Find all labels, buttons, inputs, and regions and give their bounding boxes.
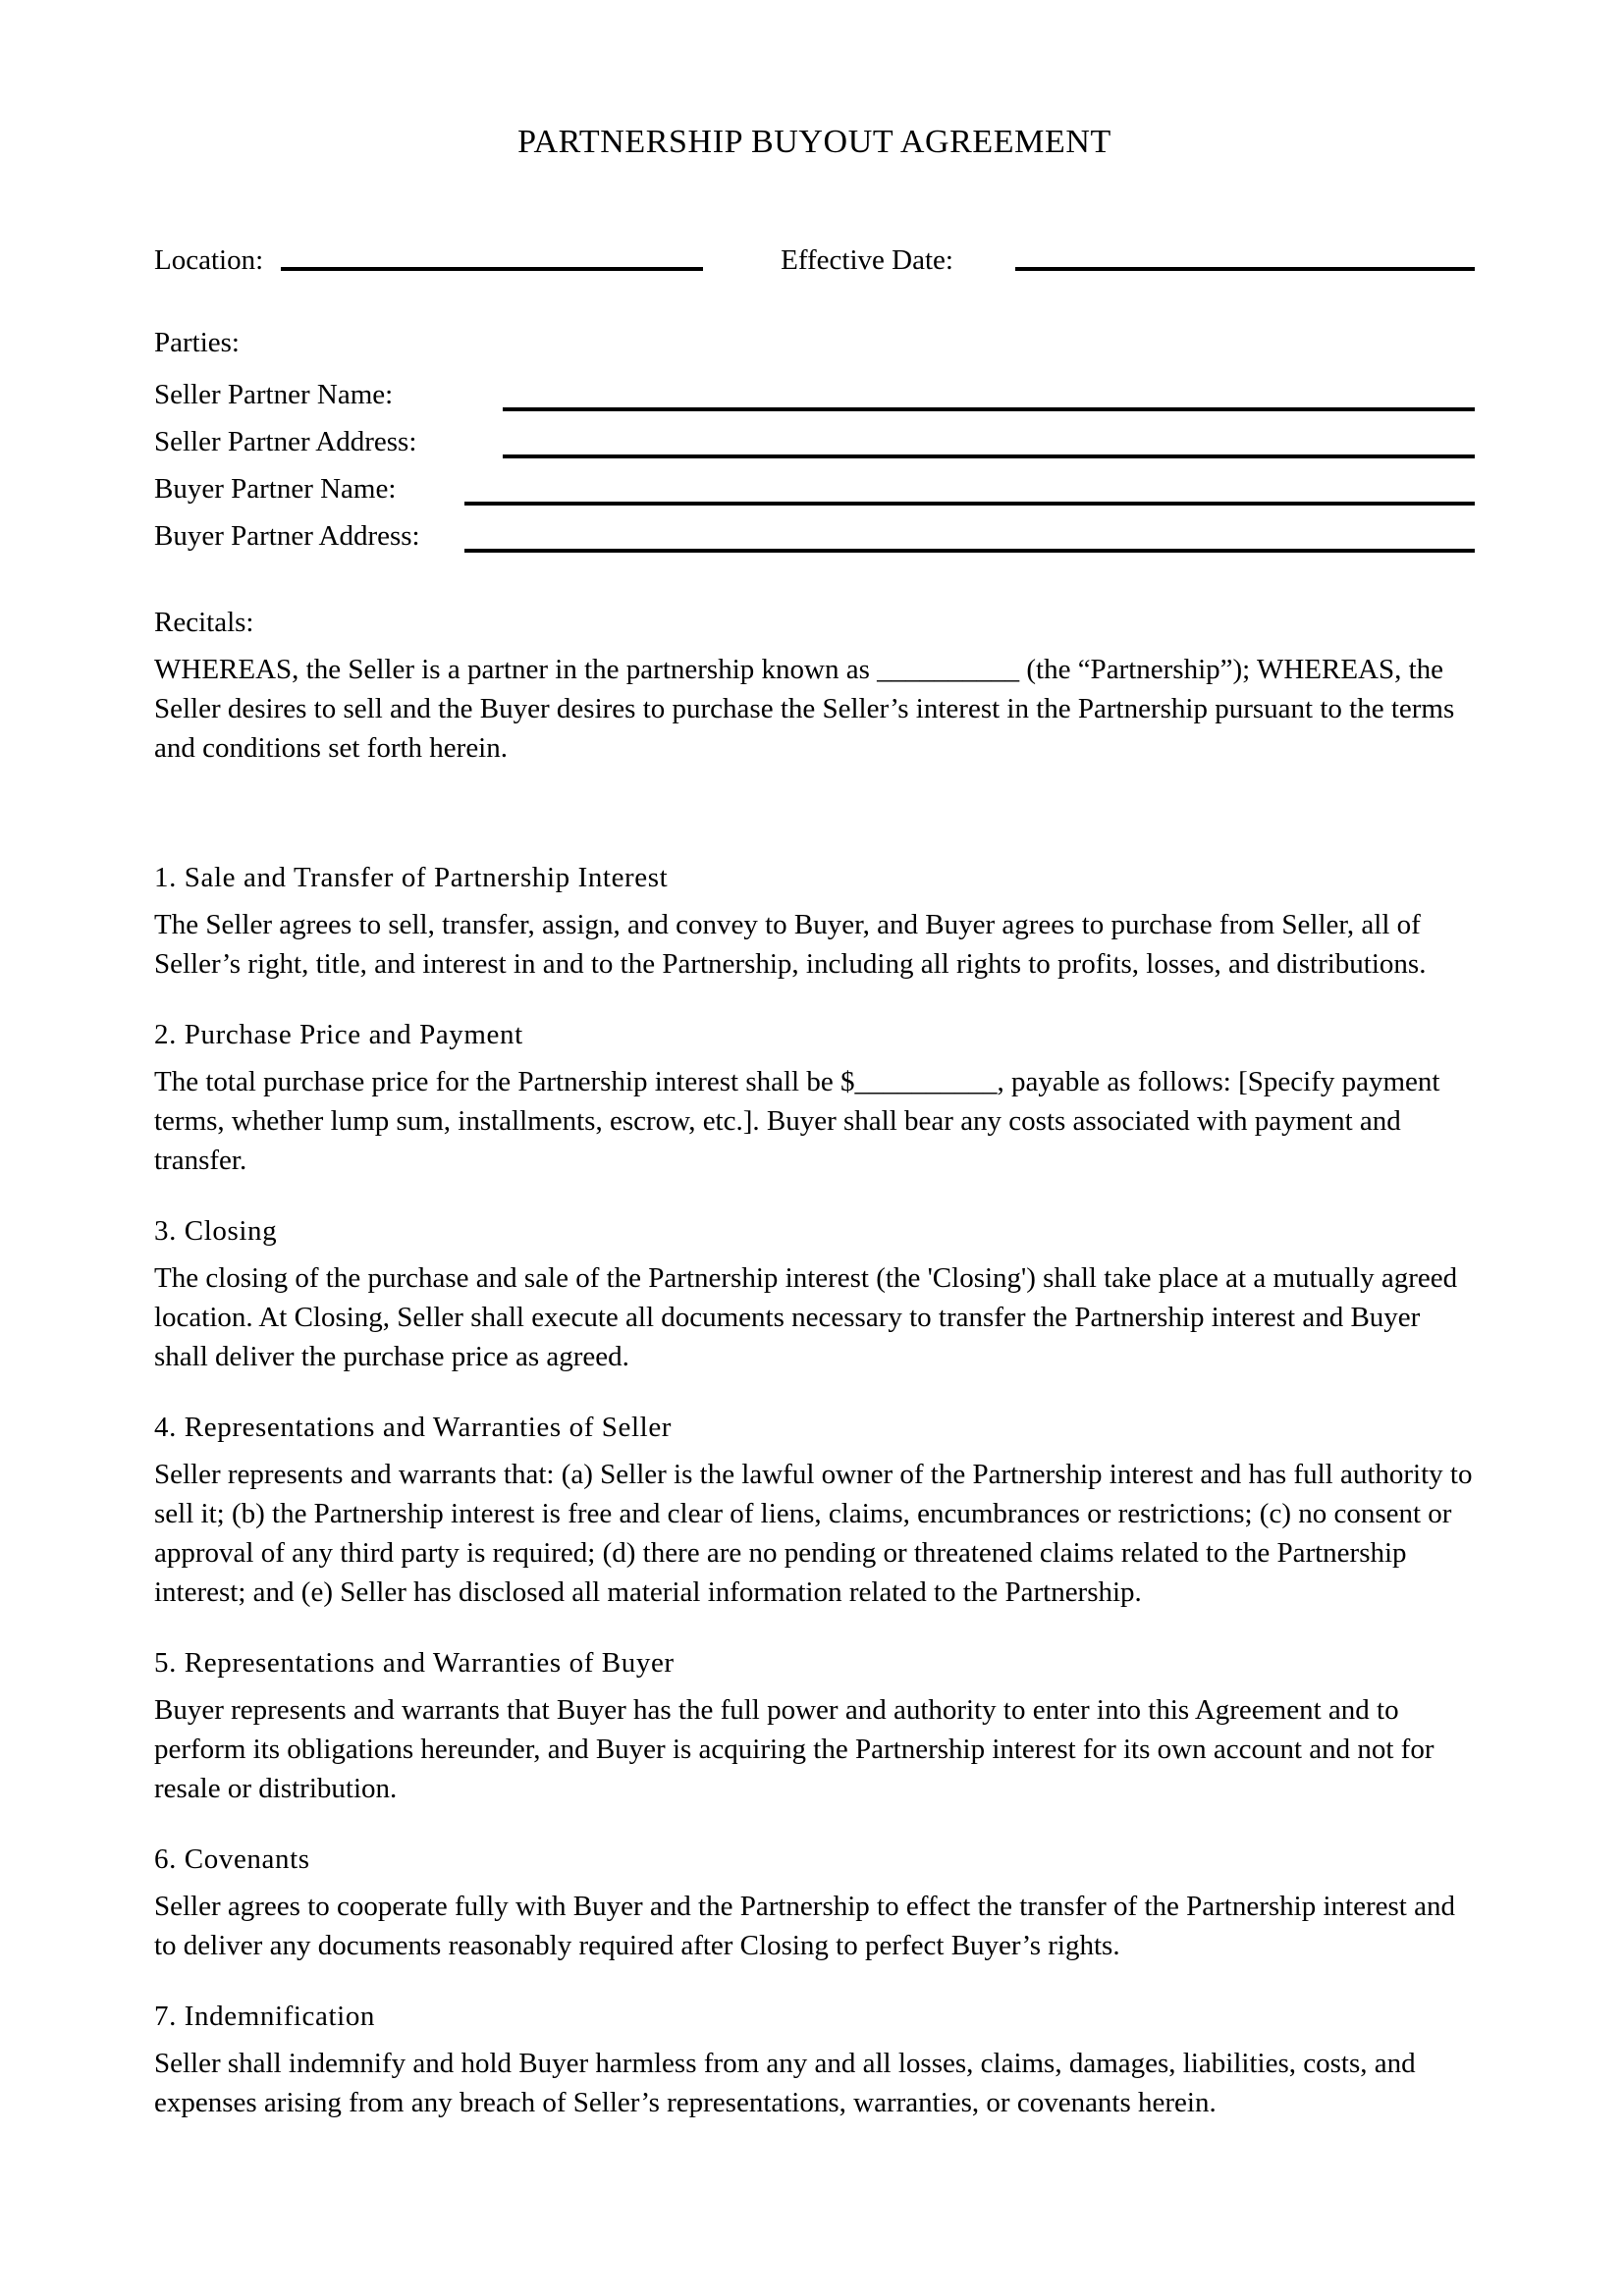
section-6-heading: 6. Covenants [154,1843,310,1875]
section-1-heading: 1. Sale and Transfer of Partnership Interest [154,862,669,893]
seller-partner-name-row [154,375,1475,422]
recitals-body: WHEREAS, the Seller is a partner in the partnership known as __________ (the “Partnership”); WHEREAS, the Seller desires to sell and the Buyer desires to purchase the Seller’s interest in the Partnership pursuant to the terms and conditions set forth herein. [154,654,1455,764]
document-title: PARTNERSHIP BUYOUT AGREEMENT [517,124,1111,160]
section-2-purchase-price [154,1015,1475,1180]
location-effective-date-row [154,240,1475,288]
section-5-buyer-warranties [154,1643,1475,1808]
effective-date-field-line[interactable] [1015,240,1475,271]
section-5-body: Buyer represents and warrants that Buyer has the full power and authority to enter into this Agreement and to perform its obligations hereunder, and Buyer is acquiring the Partnership interest for its own account and not for resale or distribution. [154,1694,1435,1804]
section-4-heading: 4. Representations and Warranties of Seller [154,1412,673,1443]
section-6-body: Seller agrees to cooperate fully with Buyer and the Partnership to effect the transfer of the Partnership interest and to deliver any documents reasonably required after Closing to perfect Buyer’s rights. [154,1891,1455,1961]
section-7-heading: 7. Indemnification [154,2001,376,2032]
section-2-body: The total purchase price for the Partnership interest shall be $__________, payable as follows: [Specify payment terms, whether lump sum, installments, escrow, etc.]. Buyer shall bear any costs associated with payment and transfer. [154,1066,1440,1176]
buyer-partner-name-row [154,469,1475,516]
section-3-closing [154,1211,1475,1376]
recitals-heading: Recitals: [154,607,254,638]
buyer-partner-address-row [154,516,1475,563]
section-3-heading: 3. Closing [154,1215,278,1247]
seller-partner-address-label: Seller Partner Address: [154,426,417,457]
parties-heading: Parties: [154,327,240,358]
section-7-indemnification [154,1997,1475,2122]
section-1-body: The Seller agrees to sell, transfer, assign, and convey to Buyer, and Buyer agrees to purchase from Seller, all of Seller’s right, title, and interest in and to the Partnership, including all rights to profits, losses, and distributions. [154,909,1427,980]
recitals-section [154,603,1475,768]
party-rows [154,375,1475,563]
buyer-partner-name-label: Buyer Partner Name: [154,473,397,505]
section-3-body: The closing of the purchase and sale of the Partnership interest (the 'Closing') shall take place at a mutually agreed location. At Closing, Seller shall execute all documents necessary to transfer the Partnership interest and Buyer shall deliver the purchase price as agreed. [154,1262,1458,1372]
location-field-line[interactable] [281,240,703,271]
section-4-seller-warranties [154,1408,1475,1612]
seller-partner-address-field-line[interactable] [503,422,1475,458]
seller-partner-name-label: Seller Partner Name: [154,379,394,410]
seller-partner-name-field-line[interactable] [503,375,1475,411]
seller-partner-address-row [154,422,1475,469]
buyer-partner-name-field-line[interactable] [464,469,1475,506]
parties-section [154,323,1475,563]
section-6-covenants [154,1840,1475,1965]
buyer-partner-address-label: Buyer Partner Address: [154,520,420,552]
section-7-body: Seller shall indemnify and hold Buyer harmless from any and all losses, claims, damages, liabilities, costs, and expenses arising from any breach of Seller’s representations, warranties, or covenants herein. [154,2048,1416,2118]
section-5-heading: 5. Representations and Warranties of Buyer [154,1647,675,1679]
section-1-sale-and-transfer [154,858,1475,984]
effective-date-label: Effective Date: [781,244,953,276]
buyer-partner-address-field-line[interactable] [464,516,1475,553]
location-label: Location: [154,244,264,276]
section-2-heading: 2. Purchase Price and Payment [154,1019,523,1050]
section-4-body: Seller represents and warrants that: (a) Seller is the lawful owner of the Partnership interest and has full authority to sell it; (b) the Partnership interest is free and clear of liens, claims, encumbrances or restrictions; (c) no consent or approval of any third party is required; (d) there are no pending or threatened claims related to the Partnership interest; and (e) Seller has disclosed all material information related to the Partnership. [154,1459,1473,1608]
